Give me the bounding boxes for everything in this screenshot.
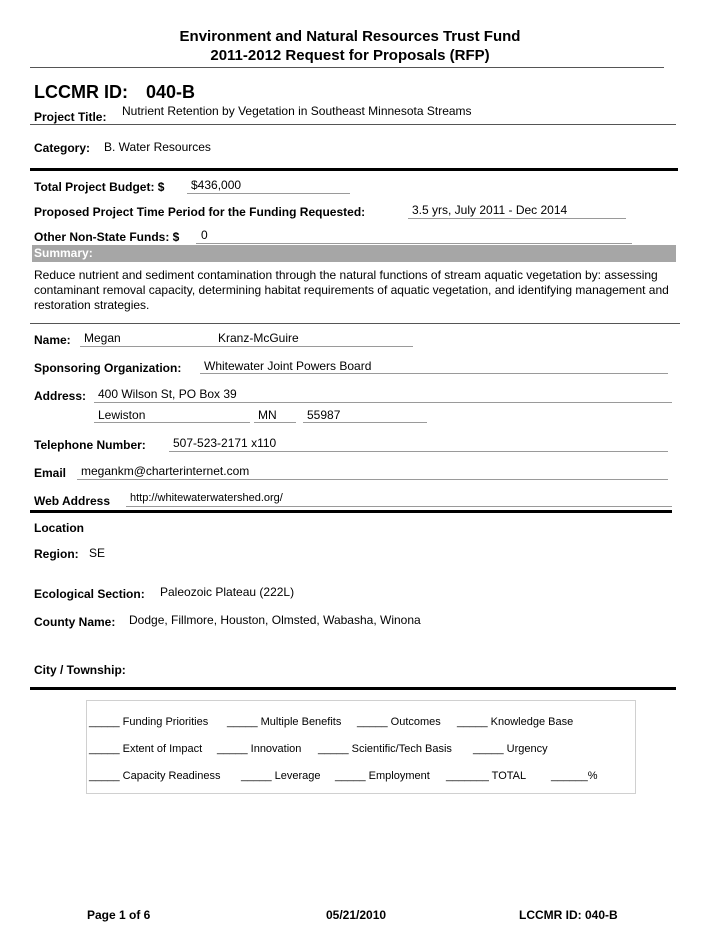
state-value: MN bbox=[258, 408, 277, 422]
project-title-value: Nutrient Retention by Vegetation in Southeast Minnesota Streams bbox=[122, 104, 472, 118]
city-underline bbox=[94, 422, 250, 423]
zip-underline bbox=[303, 422, 427, 423]
email-label: Email bbox=[34, 466, 67, 480]
county-name-value: Dodge, Fillmore, Houston, Olmsted, Wabasha, Winona bbox=[129, 613, 421, 627]
web-address-value: http://whitewaterwatershed.org/ bbox=[130, 492, 283, 504]
header-title-line1: Environment and Natural Resources Trust Fund bbox=[179, 28, 521, 45]
score-urgency: _____ Urgency bbox=[473, 743, 548, 755]
score-employment: _____ Employment bbox=[335, 770, 430, 782]
score-multiple-benefits: _____ Multiple Benefits bbox=[227, 716, 342, 728]
summary-text: Reduce nutrient and sediment contamination through the natural functions of stream aquatic vegetation by: assessing contaminant removal capacity, determining habitat requirements of aquatic vegetation, and identifying management and restoration strategies. bbox=[34, 268, 669, 312]
non-state-funds-label: Other Non-State Funds: $ bbox=[34, 230, 180, 244]
zip-value: 55987 bbox=[307, 408, 341, 422]
divider-title bbox=[30, 124, 676, 125]
divider-contact bbox=[30, 510, 672, 513]
project-title-label: Project Title: bbox=[34, 110, 107, 124]
footer-page-number: Page 1 of 6 bbox=[87, 908, 151, 922]
ecological-section-value: Paleozoic Plateau (222L) bbox=[160, 585, 295, 599]
divider-location bbox=[30, 687, 676, 690]
score-total: _______ TOTAL bbox=[446, 770, 527, 782]
score-capacity-readiness: _____ Capacity Readiness bbox=[89, 770, 221, 782]
name-underline bbox=[80, 346, 413, 347]
score-funding-priorities: _____ Funding Priorities bbox=[89, 716, 209, 728]
footer-lccmr-id: LCCMR ID: 040-B bbox=[519, 908, 618, 922]
last-name-value: Kranz-McGuire bbox=[218, 331, 299, 345]
street-value: 400 Wilson St, PO Box 39 bbox=[98, 387, 237, 401]
first-name-value: Megan bbox=[84, 331, 121, 345]
web-address-underline bbox=[126, 506, 672, 507]
summary-label: Summary: bbox=[32, 245, 676, 262]
web-address-label: Web Address bbox=[34, 494, 111, 508]
non-state-funds-value: 0 bbox=[201, 228, 208, 242]
score-percent: ______% bbox=[551, 770, 598, 782]
score-outcomes: _____ Outcomes bbox=[357, 716, 441, 728]
telephone-value: 507-523-2171 x110 bbox=[173, 436, 277, 450]
category-value: B. Water Resources bbox=[104, 140, 211, 154]
score-scientific-tech-basis: _____ Scientific/Tech Basis bbox=[318, 743, 452, 755]
budget-underline bbox=[187, 193, 350, 194]
budget-label: Total Project Budget: $ bbox=[34, 180, 165, 194]
non-state-funds-underline bbox=[196, 243, 632, 244]
organization-value: Whitewater Joint Powers Board bbox=[204, 359, 372, 373]
location-heading: Location bbox=[34, 521, 84, 535]
score-leverage: _____ Leverage bbox=[241, 770, 321, 782]
budget-value: $436,000 bbox=[191, 178, 242, 192]
score-extent-of-impact: _____ Extent of Impact bbox=[89, 743, 203, 755]
ecological-section-label: Ecological Section: bbox=[34, 587, 145, 601]
state-underline bbox=[254, 422, 296, 423]
telephone-label: Telephone Number: bbox=[34, 438, 146, 452]
telephone-underline bbox=[169, 451, 668, 452]
city-value: Lewiston bbox=[98, 408, 146, 422]
header-title-line2: 2011-2012 Request for Proposals (RFP) bbox=[210, 47, 490, 64]
header-divider bbox=[30, 67, 664, 68]
organization-underline bbox=[200, 373, 668, 374]
address-label: Address: bbox=[34, 389, 87, 403]
region-label: Region: bbox=[34, 547, 79, 561]
divider-category bbox=[30, 168, 678, 171]
street-underline bbox=[94, 402, 672, 403]
email-value: megankm@charterinternet.com bbox=[81, 464, 250, 478]
time-period-underline bbox=[408, 218, 626, 219]
score-innovation: _____ Innovation bbox=[217, 743, 302, 755]
email-underline bbox=[77, 479, 668, 480]
scoring-box bbox=[86, 700, 636, 794]
time-period-label: Proposed Project Time Period for the Funding Requested: bbox=[34, 205, 366, 219]
score-knowledge-base: _____ Knowledge Base bbox=[457, 716, 574, 728]
time-period-value: 3.5 yrs, July 2011 - Dec 2014 bbox=[412, 203, 568, 217]
divider-summary bbox=[30, 323, 680, 324]
lccmr-id-value: 040-B bbox=[146, 82, 196, 102]
county-name-label: County Name: bbox=[34, 615, 116, 629]
organization-label: Sponsoring Organization: bbox=[34, 361, 182, 375]
city-township-label: City / Township: bbox=[34, 663, 126, 677]
region-value: SE bbox=[89, 546, 106, 560]
name-label: Name: bbox=[34, 333, 71, 347]
lccmr-id-label: LCCMR ID: bbox=[34, 82, 128, 102]
footer-date: 05/21/2010 bbox=[326, 908, 387, 922]
category-label: Category: bbox=[34, 141, 91, 155]
